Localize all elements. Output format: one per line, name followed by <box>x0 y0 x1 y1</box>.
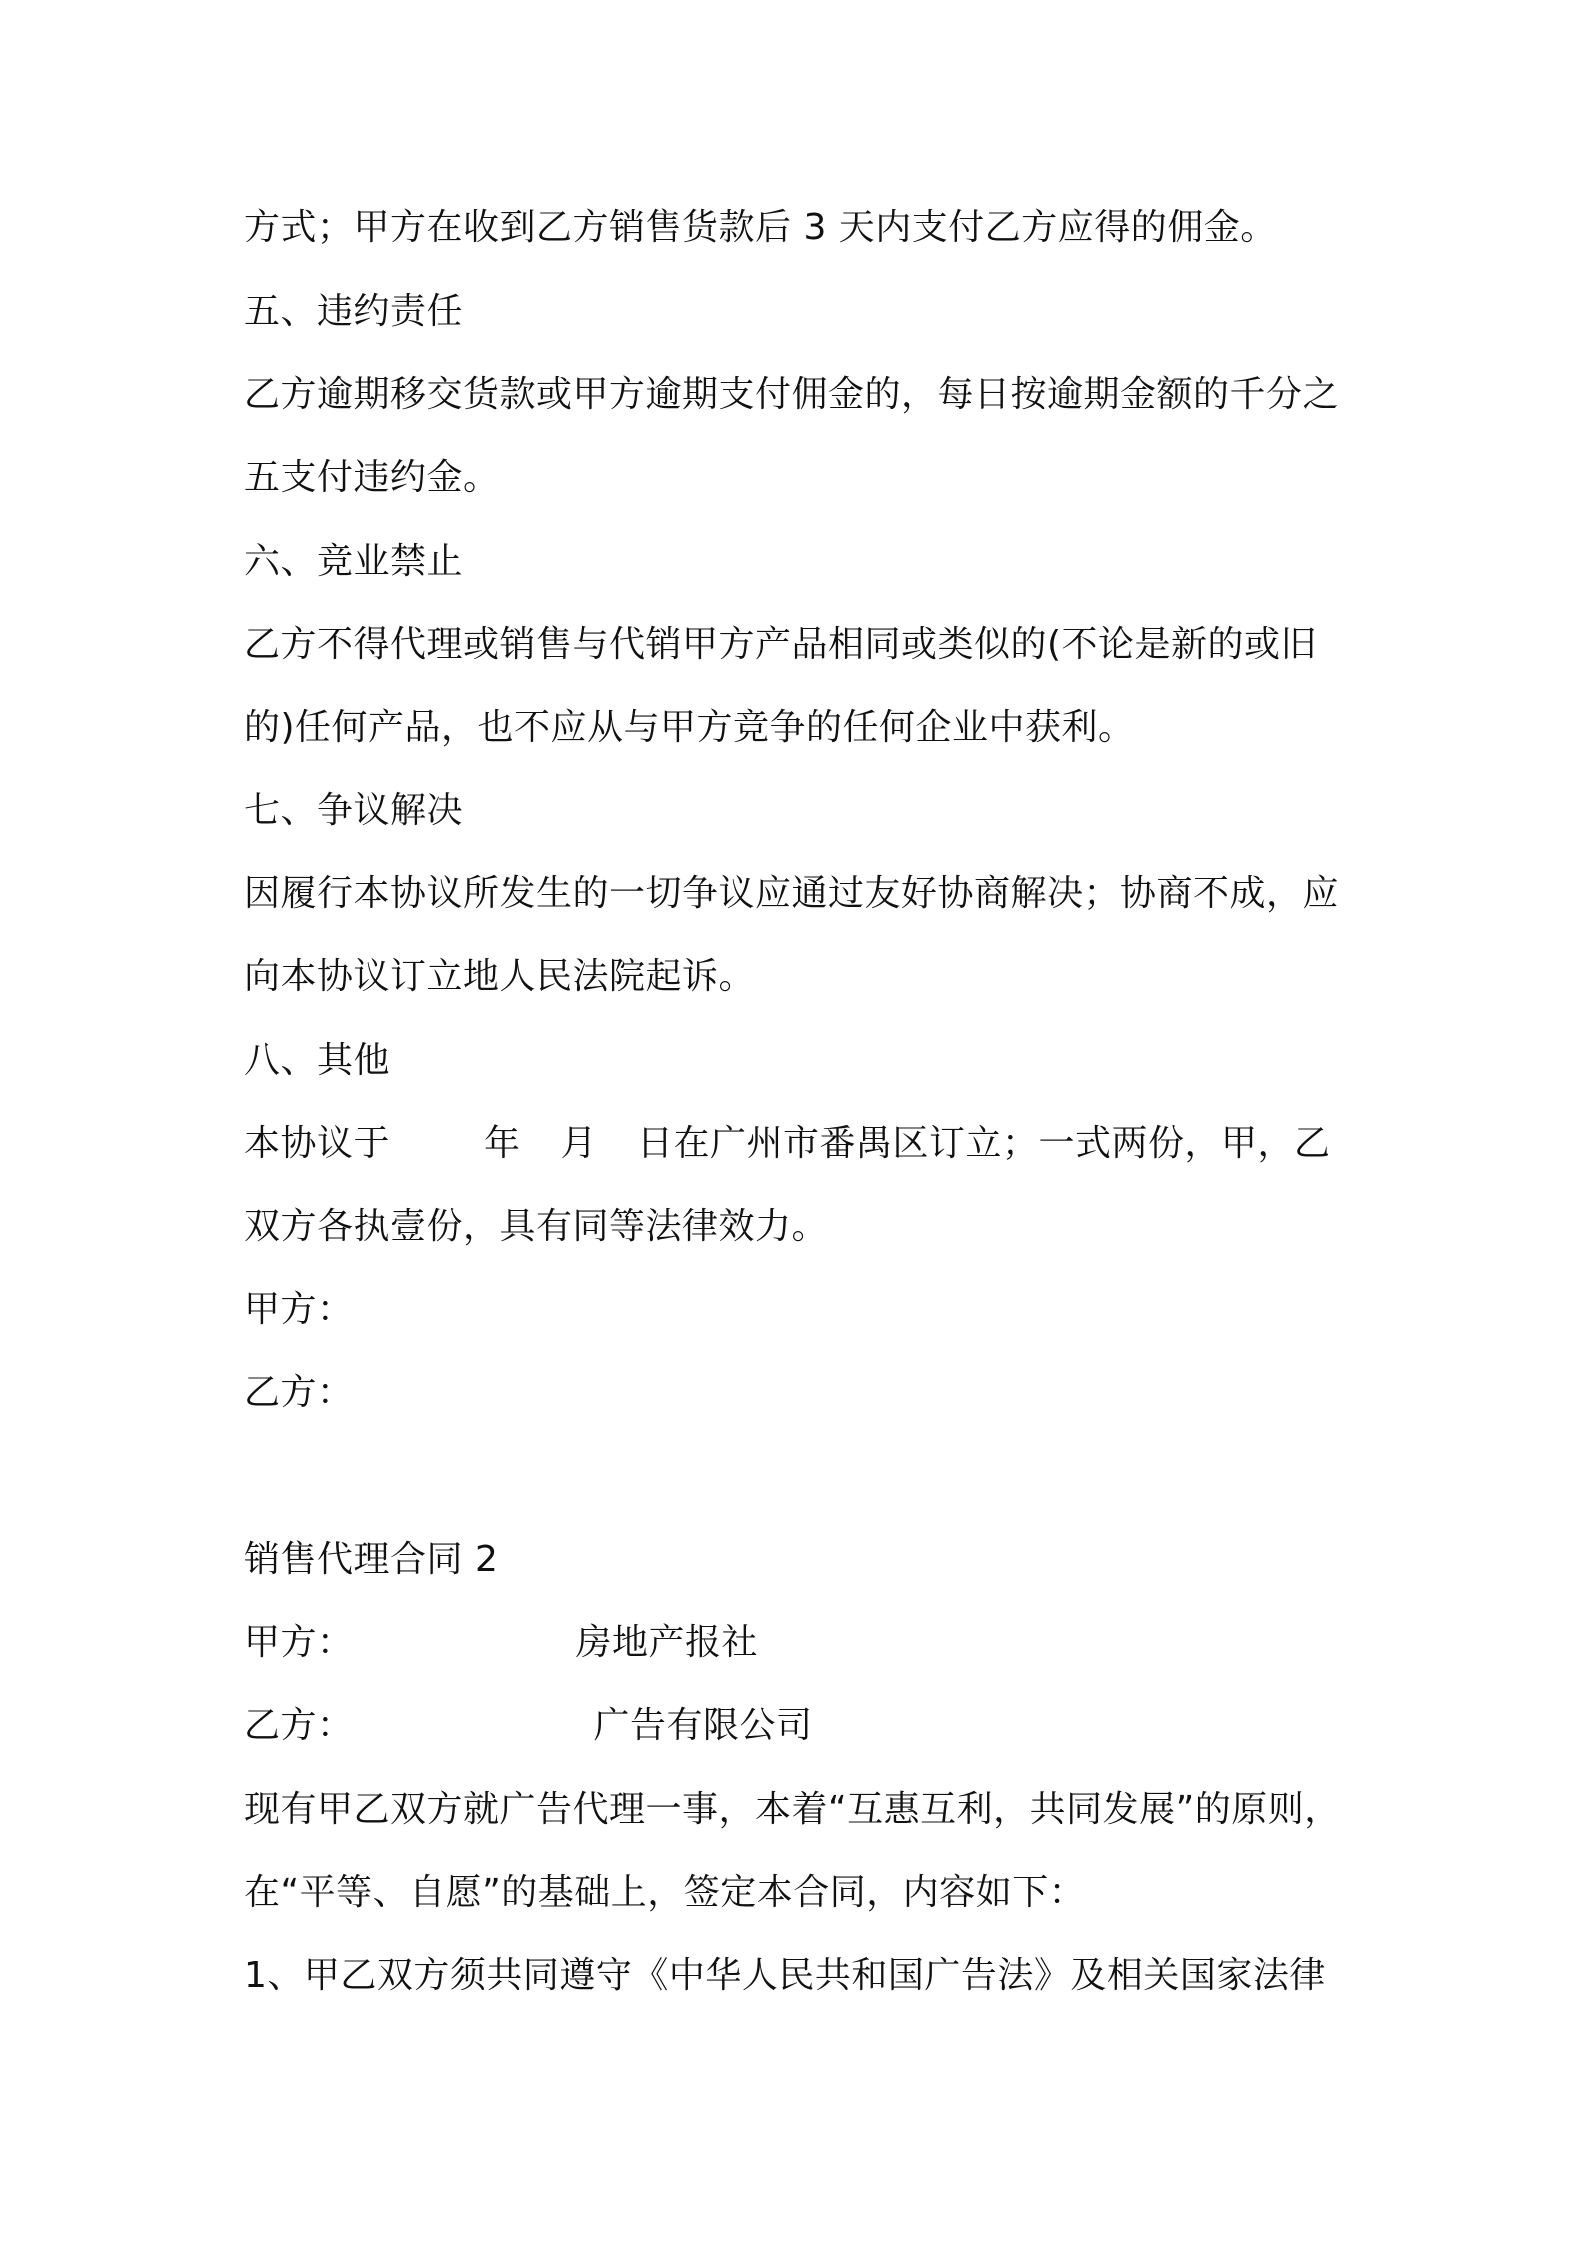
party-b-line <box>244 1700 1364 1752</box>
dispute-heading: 七、争议解决 <box>244 790 464 831</box>
intro-text-line1: 现有甲乙双方就广告代理一事，本着“互惠互利，共同发展”的原则， <box>244 1789 1341 1830</box>
intro-text-line2: 在“平等、自愿”的基础上，签定本合同，内容如下： <box>244 1872 1086 1913</box>
other-heading: 八、其他 <box>244 1040 391 1081</box>
noncompete-heading: 六、竞业禁止 <box>244 541 464 582</box>
noncompete-text-line1: 乙方不得代理或销售与代销甲方产品相同或类似的(不论是新的或旧 <box>244 624 1318 665</box>
dispute-text-line2: 向本协议订立地人民法院起诉。 <box>244 956 756 997</box>
party-a-signature-label: 甲方： <box>244 1289 354 1330</box>
party-a-name: 房地产报社 <box>575 1622 759 1663</box>
party-a-line <box>244 1617 1364 1669</box>
contract-title: 销售代理合同 2 <box>244 1539 499 1580</box>
party-b-signature-label: 乙方： <box>244 1372 354 1413</box>
breach-text-line2: 五支付违约金。 <box>244 457 500 498</box>
party-a-label: 甲方： <box>244 1622 354 1663</box>
clause1-text-line1: 1、甲乙双方须共同遵守《中华人民共和国广告法》及相关国家法律 <box>244 1955 1326 1996</box>
other-text-line1 <box>244 1118 1364 1170</box>
party-b-name: 广告有限公司 <box>593 1705 813 1746</box>
other-prefix: 本协议于 <box>244 1123 391 1164</box>
breach-text-line1: 乙方逾期移交货款或甲方逾期支付佣金的，每日按逾期金额的千分之 <box>244 374 1340 415</box>
dispute-text-line1: 因履行本协议所发生的一切争议应通过友好协商解决；协商不成，应 <box>244 873 1340 914</box>
breach-heading: 五、违约责任 <box>244 291 464 332</box>
noncompete-text-line2: 的)任何产品，也不应从与甲方竞争的任何企业中获利。 <box>244 707 1135 748</box>
date-month-label: 月 <box>560 1123 598 1164</box>
date-year-label: 年 <box>484 1123 521 1164</box>
other-text-line2: 双方各执壹份，具有同等法律效力。 <box>244 1206 829 1247</box>
party-b-label: 乙方： <box>244 1705 354 1746</box>
payment-terms-text: 方式；甲方在收到乙方销售货款后 3 天内支付乙方应得的佣金。 <box>244 207 1277 248</box>
other-suffix: 日在广州市番禺区订立；一式两份，甲，乙 <box>637 1123 1331 1164</box>
